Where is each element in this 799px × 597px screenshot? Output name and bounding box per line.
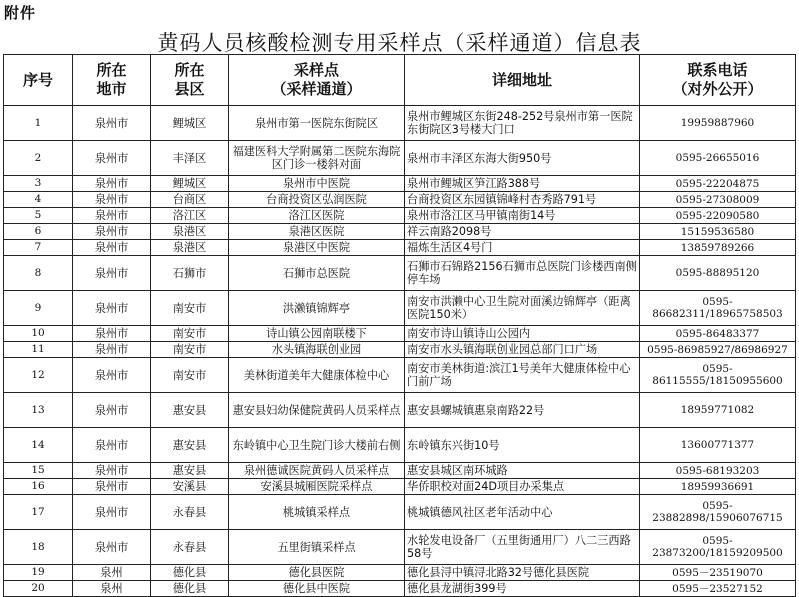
site-cell: 惠安县妇幼保健院黄码人员采样点	[229, 393, 405, 428]
table-row	[4, 106, 796, 141]
site-cell: 泉港区中医院	[229, 240, 405, 256]
address-cell: 东岭镇东兴街10号	[405, 428, 640, 463]
address-cell: 水轮发电设备厂（五里街通用厂）八二三西路58号	[405, 530, 640, 565]
row-number-cell: 8	[4, 256, 73, 291]
address-cell: 泉州市丰泽区东海大街950号	[405, 141, 640, 176]
row-number-cell: 16	[4, 479, 73, 495]
header-cell-city: 所在 地市	[73, 55, 151, 106]
county-cell: 洛江区	[151, 208, 229, 224]
site-cell: 美林街道美年大健康体检中心	[229, 358, 405, 393]
address-cell: 华侨职校对面24D项目办采集点	[405, 479, 640, 495]
row-number-cell: 14	[4, 428, 73, 463]
site-cell: 洛江区医院	[229, 208, 405, 224]
phone-cell: 0595－23527152	[640, 581, 796, 597]
site-cell: 东岭镇中心卫生院门诊大楼前右侧	[229, 428, 405, 463]
row-number-cell: 17	[4, 495, 73, 530]
table-row	[4, 240, 796, 256]
site-cell: 福建医科大学附属第二医院东海院区门诊一楼斜对面	[229, 141, 405, 176]
address-cell: 泉州市鲤城区笋江路388号	[405, 176, 640, 192]
row-number-cell: 18	[4, 530, 73, 565]
phone-cell: 13600771377	[640, 428, 796, 463]
table-row	[4, 208, 796, 224]
row-number-cell: 3	[4, 176, 73, 192]
city-cell: 泉州市	[73, 208, 151, 224]
table-row	[4, 192, 796, 208]
phone-cell: 13859789266	[640, 240, 796, 256]
county-cell: 南安市	[151, 342, 229, 358]
table-row	[4, 141, 796, 176]
county-cell: 南安市	[151, 291, 229, 326]
city-cell: 泉州市	[73, 495, 151, 530]
header-cell-phone: 联系电话 （对外公开）	[640, 55, 796, 106]
row-number-cell: 15	[4, 463, 73, 479]
county-cell: 德化县	[151, 565, 229, 581]
address-cell: 南安市洪濑中心卫生院对面溪边锦辉亭（距离医院150米）	[405, 291, 640, 326]
row-number-cell: 5	[4, 208, 73, 224]
address-cell: 福炼生活区4号门	[405, 240, 640, 256]
row-number-cell: 11	[4, 342, 73, 358]
address-cell: 德化县龙湖街399号	[405, 581, 640, 597]
row-number-cell: 12	[4, 358, 73, 393]
table-row	[4, 256, 796, 291]
header-cell-no: 序号	[4, 55, 73, 106]
table-row	[4, 495, 796, 530]
phone-cell: 19959887960	[640, 106, 796, 141]
table-row	[4, 358, 796, 393]
phone-cell: 0595-23882898/15906076715	[640, 495, 796, 530]
site-cell: 五里街镇采样点	[229, 530, 405, 565]
phone-cell: 0595-86483377	[640, 326, 796, 342]
table-row	[4, 565, 796, 581]
phone-cell: 15159536580	[640, 224, 796, 240]
row-number-cell: 9	[4, 291, 73, 326]
row-number-cell: 4	[4, 192, 73, 208]
sampling-sites-table	[3, 54, 796, 597]
county-cell: 泉港区	[151, 224, 229, 240]
address-cell: 南安市诗山镇诗山公园内	[405, 326, 640, 342]
city-cell: 泉州市	[73, 463, 151, 479]
row-number-cell: 10	[4, 326, 73, 342]
address-cell: 德化县浔中镇浔北路32号德化县医院	[405, 565, 640, 581]
county-cell: 台商区	[151, 192, 229, 208]
city-cell: 泉州市	[73, 176, 151, 192]
table-row	[4, 291, 796, 326]
county-cell: 泉港区	[151, 240, 229, 256]
table-row	[4, 176, 796, 192]
county-cell: 德化县	[151, 581, 229, 597]
phone-cell: 0595-88895120	[640, 256, 796, 291]
phone-cell: 0595-27308009	[640, 192, 796, 208]
county-cell: 鲤城区	[151, 176, 229, 192]
site-cell: 德化县医院	[229, 565, 405, 581]
table-row	[4, 479, 796, 495]
phone-cell: 0595-22204875	[640, 176, 796, 192]
city-cell: 泉州市	[73, 291, 151, 326]
county-cell: 永春县	[151, 530, 229, 565]
address-cell: 南安市美林街道:滨江1号美年大健康体检中心门前广场	[405, 358, 640, 393]
city-cell: 泉州	[73, 581, 151, 597]
site-cell: 洪濑镇锦辉亭	[229, 291, 405, 326]
row-number-cell: 2	[4, 141, 73, 176]
phone-cell: 0595-86682311/18965758503	[640, 291, 796, 326]
address-cell: 泉州市洛江区马甲镇南街14号	[405, 208, 640, 224]
site-cell: 泉港区医院	[229, 224, 405, 240]
address-cell: 祥云南路2098号	[405, 224, 640, 240]
site-cell: 泉州市第一医院东街院区	[229, 106, 405, 141]
city-cell: 泉州市	[73, 141, 151, 176]
city-cell: 泉州市	[73, 358, 151, 393]
county-cell: 惠安县	[151, 463, 229, 479]
city-cell: 泉州市	[73, 428, 151, 463]
city-cell: 泉州市	[73, 106, 151, 141]
phone-cell: 0595－23519070	[640, 565, 796, 581]
county-cell: 惠安县	[151, 428, 229, 463]
table-row	[4, 463, 796, 479]
county-cell: 南安市	[151, 326, 229, 342]
site-cell: 泉州德诚医院黄码人员采样点	[229, 463, 405, 479]
site-cell: 德化县中医院	[229, 581, 405, 597]
site-cell: 石狮市总医院	[229, 256, 405, 291]
city-cell: 泉州市	[73, 342, 151, 358]
table-row	[4, 428, 796, 463]
address-cell: 惠安县城区南环城路	[405, 463, 640, 479]
city-cell: 泉州市	[73, 192, 151, 208]
city-cell: 泉州市	[73, 393, 151, 428]
site-cell: 水头镇海联创业园	[229, 342, 405, 358]
table-row	[4, 393, 796, 428]
city-cell: 泉州市	[73, 240, 151, 256]
city-cell: 泉州市	[73, 479, 151, 495]
row-number-cell: 20	[4, 581, 73, 597]
phone-cell: 0595-86115555/18150955600	[640, 358, 796, 393]
phone-cell: 0595-26655016	[640, 141, 796, 176]
address-cell: 泉州市鲤城区东街248-252号泉州市第一医院东街院区3号楼大门口	[405, 106, 640, 141]
header-cell-address: 详细地址	[405, 55, 640, 106]
phone-cell: 0595-68193203	[640, 463, 796, 479]
document-title: 黄码人员核酸检测专用采样点（采样通道）信息表	[157, 31, 642, 55]
phone-cell: 0595-86985927/86986927	[640, 342, 796, 358]
address-cell: 南安市水头镇海联创业园总部门口广场	[405, 342, 640, 358]
city-cell: 泉州	[73, 565, 151, 581]
row-number-cell: 6	[4, 224, 73, 240]
city-cell: 泉州市	[73, 326, 151, 342]
address-cell: 惠安县螺城镇惠泉南路22号	[405, 393, 640, 428]
header-cell-county: 所在 县区	[151, 55, 229, 106]
phone-cell: 0595-22090580	[640, 208, 796, 224]
header-row	[4, 55, 796, 106]
site-cell: 桃城镇采样点	[229, 495, 405, 530]
county-cell: 安溪县	[151, 479, 229, 495]
row-number-cell: 19	[4, 565, 73, 581]
city-cell: 泉州市	[73, 224, 151, 240]
site-cell: 台商投资区弘润医院	[229, 192, 405, 208]
county-cell: 惠安县	[151, 393, 229, 428]
table-row	[4, 326, 796, 342]
county-cell: 丰泽区	[151, 141, 229, 176]
row-number-cell: 13	[4, 393, 73, 428]
city-cell: 泉州市	[73, 256, 151, 291]
address-cell: 石狮市石锦路2156石狮市总医院门诊楼西南侧停车场	[405, 256, 640, 291]
phone-cell: 0595-23873200/18159209500	[640, 530, 796, 565]
row-number-cell: 1	[4, 106, 73, 141]
county-cell: 南安市	[151, 358, 229, 393]
county-cell: 石狮市	[151, 256, 229, 291]
site-cell: 泉州市中医院	[229, 176, 405, 192]
phone-cell: 18959771082	[640, 393, 796, 428]
site-cell: 安溪县城厢医院采样点	[229, 479, 405, 495]
table-row	[4, 530, 796, 565]
table-row	[4, 224, 796, 240]
city-cell: 泉州市	[73, 530, 151, 565]
county-cell: 鲤城区	[151, 106, 229, 141]
address-cell: 台商投资区东园镇锦峰村杏秀路791号	[405, 192, 640, 208]
table-row	[4, 581, 796, 597]
attachment-label: 附件	[4, 4, 37, 22]
table-body	[4, 106, 796, 597]
header-cell-site: 采样点 （采样通道）	[229, 55, 405, 106]
table-row	[4, 342, 796, 358]
site-cell: 诗山镇公园南联楼下	[229, 326, 405, 342]
phone-cell: 18959936691	[640, 479, 796, 495]
address-cell: 桃城镇德风社区老年活动中心	[405, 495, 640, 530]
county-cell: 永春县	[151, 495, 229, 530]
row-number-cell: 7	[4, 240, 73, 256]
